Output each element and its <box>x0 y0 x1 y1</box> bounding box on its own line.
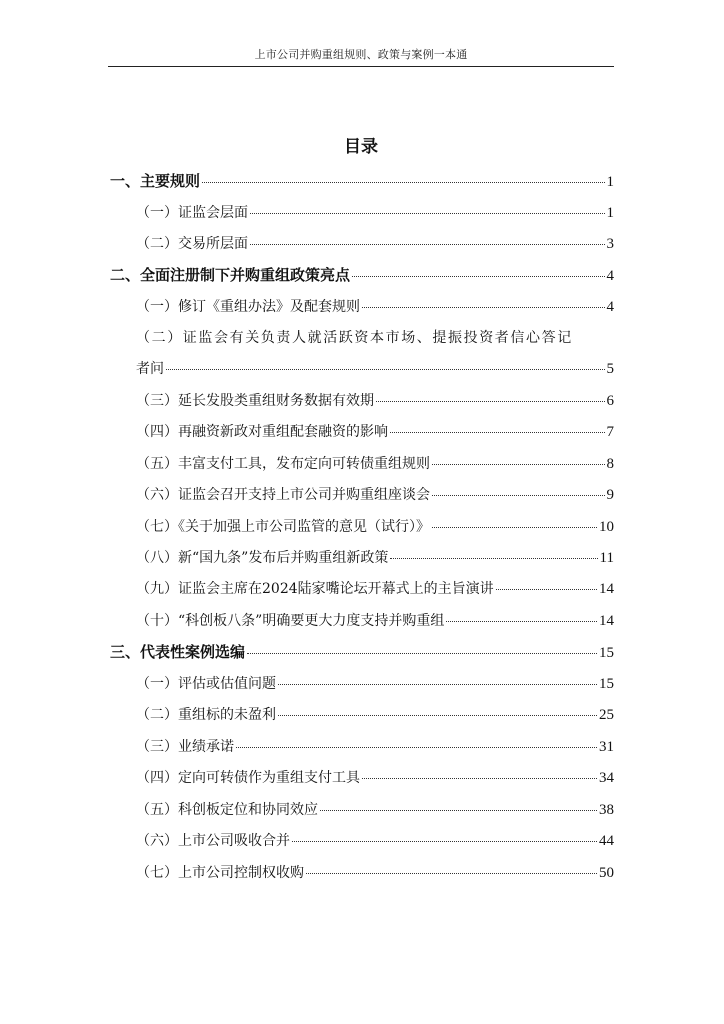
toc-entry-label: （一）证监会层面 <box>136 205 248 221</box>
toc-entry-label-line1[interactable]: （二）证监会有关负责人就活跃资本市场、提振投资者信心答记 <box>136 330 573 346</box>
toc-entry[interactable] <box>136 421 614 441</box>
toc-entry[interactable] <box>136 610 614 630</box>
toc-entry[interactable] <box>136 202 614 222</box>
toc-entry-page: 5 <box>606 361 614 377</box>
toc-entry-page: 4 <box>606 268 614 284</box>
toc-entry-page: 25 <box>599 707 614 723</box>
dot-leader <box>250 213 605 214</box>
toc-entry[interactable] <box>136 736 614 756</box>
toc-entry-label: （二）交易所层面 <box>136 236 248 252</box>
toc-entry-label: （九）证监会主席在2024陆家嘴论坛开幕式上的主旨演讲 <box>136 581 494 597</box>
toc-entry-label: （七）《关于加强上市公司监管的意见（试行）》 <box>136 519 430 535</box>
toc-entry-label: 一、主要规则 <box>110 172 201 190</box>
toc-entry[interactable] <box>136 390 614 410</box>
toc-entry[interactable] <box>136 233 614 253</box>
dot-leader <box>390 432 605 433</box>
toc-entry-page: 34 <box>599 770 614 786</box>
toc-entry-page: 8 <box>606 456 614 472</box>
toc-entry[interactable] <box>136 516 614 536</box>
toc-entry-label: （五）科创板定位和协同效应 <box>136 802 318 818</box>
header-rule <box>108 66 614 67</box>
dot-leader <box>247 653 597 654</box>
dot-leader <box>362 778 597 779</box>
toc-entry-page: 31 <box>599 739 614 755</box>
toc-entry-page: 11 <box>599 550 614 566</box>
toc-entry[interactable] <box>136 704 614 724</box>
dot-leader <box>362 307 605 308</box>
toc-entry-label: （七）上市公司控制权收购 <box>136 865 304 881</box>
toc-entry-label: （八）新“国九条”发布后并购重组新政策 <box>136 550 389 566</box>
toc-entry[interactable] <box>136 484 614 504</box>
dot-leader <box>320 810 597 811</box>
toc-entry[interactable] <box>136 862 614 882</box>
toc-entry-label: 二、全面注册制下并购重组政策亮点 <box>110 266 351 284</box>
toc-entry-label: （三）业绩承诺 <box>136 739 234 755</box>
toc-entry-page: 15 <box>599 645 614 661</box>
toc-entry-page: 9 <box>606 487 614 503</box>
toc-entry-label: （四）再融资新政对重组配套融资的影响 <box>136 424 388 440</box>
dot-leader <box>352 276 604 277</box>
toc-entry[interactable] <box>136 547 614 567</box>
dot-leader <box>432 495 605 496</box>
dot-leader <box>446 621 597 622</box>
dot-leader <box>496 589 597 590</box>
toc-entry-label: （二）重组标的未盈利 <box>136 707 276 723</box>
toc-entry-page: 7 <box>606 424 614 440</box>
toc-entry[interactable] <box>136 453 614 473</box>
dot-leader <box>292 841 597 842</box>
toc-entry-label: （六）上市公司吸收合并 <box>136 833 290 849</box>
toc-entry-label: （十）“科创板八条”明确要更大力度支持并购重组 <box>136 613 445 629</box>
running-header: 上市公司并购重组规则、政策与案例一本通 <box>254 48 468 61</box>
toc-entry-page: 1 <box>606 174 614 190</box>
dot-leader <box>432 527 597 528</box>
toc-entry-label: （五）丰富支付工具，发布定向可转债重组规则 <box>136 456 430 472</box>
toc-title: 目录 <box>344 137 378 157</box>
toc-entry[interactable] <box>136 799 614 819</box>
toc-entry-page: 1 <box>606 205 614 221</box>
toc-entry-page: 44 <box>599 833 614 849</box>
toc-entry-label-line2: 者问 <box>136 361 164 377</box>
toc-entry-label: （六）证监会召开支持上市公司并购重组座谈会 <box>136 487 430 503</box>
toc-entry-page: 14 <box>599 581 614 597</box>
toc-entry[interactable] <box>136 578 614 598</box>
toc-entry-page: 50 <box>599 865 614 881</box>
dot-leader <box>236 747 597 748</box>
dot-leader <box>306 873 597 874</box>
dot-leader <box>376 401 605 402</box>
toc-entry-label: （四）定向可转债作为重组支付工具 <box>136 770 360 786</box>
toc-entry[interactable] <box>136 296 614 316</box>
dot-leader <box>278 715 597 716</box>
toc-entry-page: 3 <box>606 236 614 252</box>
toc-entry-label: （三）延长发股类重组财务数据有效期 <box>136 393 374 409</box>
toc-entry-page: 10 <box>599 519 614 535</box>
dot-leader <box>432 464 605 465</box>
toc-entry-page: 15 <box>599 676 614 692</box>
toc-entry-section-2[interactable] <box>110 264 614 285</box>
toc-entry-section-1[interactable] <box>110 170 614 191</box>
dot-leader <box>250 244 605 245</box>
toc-entry-label: 三、代表性案例选编 <box>110 643 246 661</box>
toc-entry-page: 4 <box>606 299 614 315</box>
dot-leader <box>166 369 605 370</box>
toc-entry-page: 14 <box>599 613 614 629</box>
toc-entry-page: 38 <box>599 802 614 818</box>
toc-entry-section-3[interactable] <box>110 641 614 662</box>
toc-entry-page: 6 <box>606 393 614 409</box>
toc-entry[interactable] <box>136 830 614 850</box>
toc-entry-label: （一）修订《重组办法》及配套规则 <box>136 299 360 315</box>
dot-leader <box>278 684 597 685</box>
toc-entry[interactable] <box>136 673 614 693</box>
toc-entry-label: （一）评估或估值问题 <box>136 676 276 692</box>
dot-leader <box>390 558 597 559</box>
toc-entry[interactable] <box>136 358 614 378</box>
toc-entry[interactable] <box>136 767 614 787</box>
dot-leader <box>202 182 604 183</box>
